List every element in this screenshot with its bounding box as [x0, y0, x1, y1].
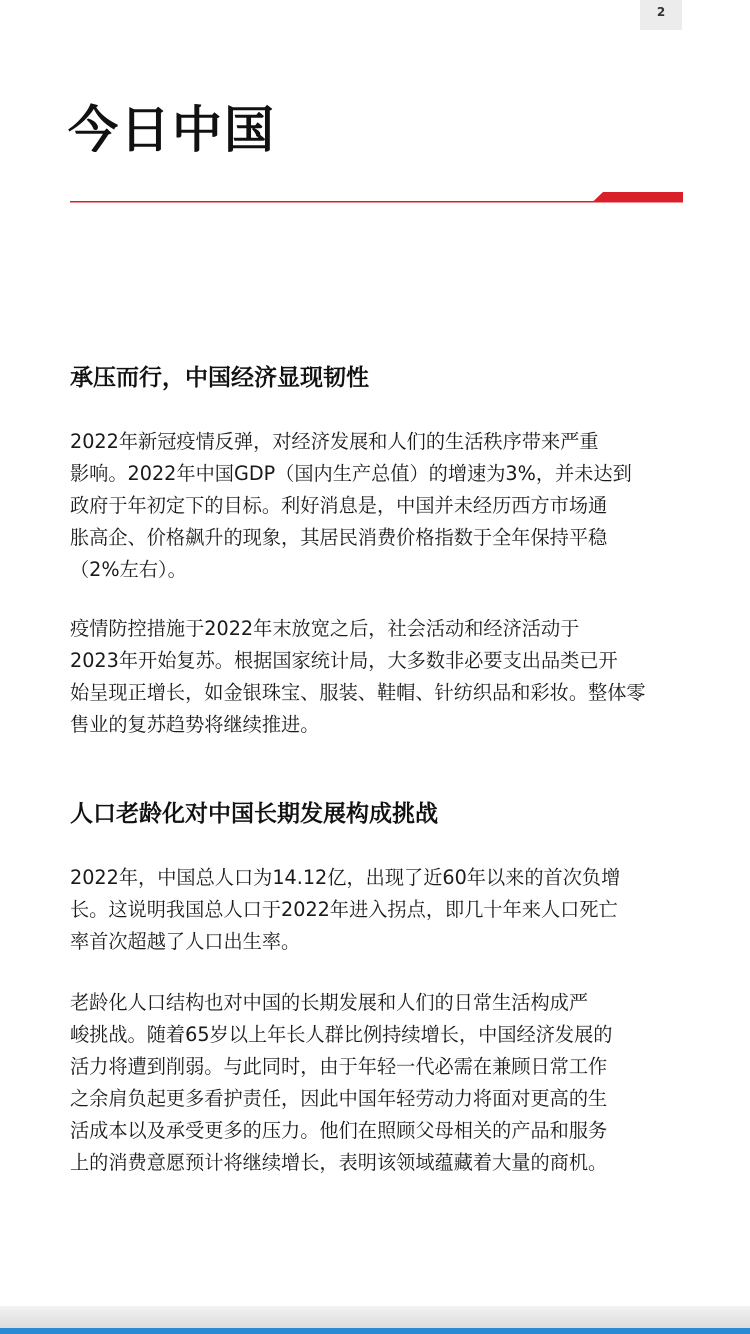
- text-line: 2022年新冠疫情反弹，对经济发展和人们的生活秩序带来严重: [70, 430, 599, 453]
- text-line: 影响。2022年中国GDP（国内生产总值）的增速为3%，并未达到: [70, 462, 632, 485]
- text-line: 率首次超越了人口出生率。: [70, 930, 301, 953]
- bottom-bar: [0, 1306, 750, 1334]
- page-number-badge: 2: [640, 0, 682, 30]
- section-heading-aging: 人口老龄化对中国长期发展构成挑战: [70, 801, 438, 827]
- title-divider: [70, 190, 683, 204]
- text-line: 上的消费意愿预计将继续增长，表明该领域蕴藏着大量的商机。: [70, 1151, 608, 1174]
- text-line: 2022年，中国总人口为14.12亿，出现了近60年以来的首次负增: [70, 866, 621, 889]
- paragraph-aging-challenges: [70, 987, 612, 1179]
- section-heading-economy: 承压而行，中国经济显现韧性: [70, 365, 369, 391]
- text-line: 之余肩负起更多看护责任，因此中国年轻劳动力将面对更高的生: [70, 1087, 608, 1110]
- text-line: （2%左右）。: [70, 558, 187, 581]
- text-line: 峻挑战。随着65岁以上年长人群比例持续增长，中国经济发展的: [70, 1023, 613, 1046]
- text-line: 老龄化人口结构也对中国的长期发展和人们的日常生活构成严: [70, 991, 589, 1014]
- paragraph-economy-covid: [70, 426, 632, 586]
- text-line: 售业的复苏趋势将继续推进。: [70, 713, 320, 736]
- text-line: 政府于年初定下的目标。利好消息是，中国并未经历西方市场通: [70, 494, 608, 517]
- text-line: 2023年开始复苏。根据国家统计局，大多数非必要支出品类已开: [70, 649, 618, 672]
- text-line: 疫情防控措施于2022年末放宽之后，社会活动和经济活动于: [70, 617, 580, 640]
- text-line: 活力将遭到削弱。与此同时，由于年轻一代必需在兼顾日常工作: [70, 1055, 608, 1078]
- text-line: 活成本以及承受更多的压力。他们在照顾父母相关的产品和服务: [70, 1119, 608, 1142]
- text-line: 胀高企、价格飙升的现象，其居民消费价格指数于全年保持平稳: [70, 526, 608, 549]
- text-line: 长。这说明我国总人口于2022年进入拐点，即几十年来人口死亡: [70, 898, 618, 921]
- page-title: 今日中国: [68, 101, 276, 159]
- paragraph-aging-population: [70, 862, 620, 958]
- text-line: 始呈现正增长，如金银珠宝、服装、鞋帽、针纺织品和彩妆。整体零: [70, 681, 646, 704]
- paragraph-economy-recovery: [70, 613, 646, 741]
